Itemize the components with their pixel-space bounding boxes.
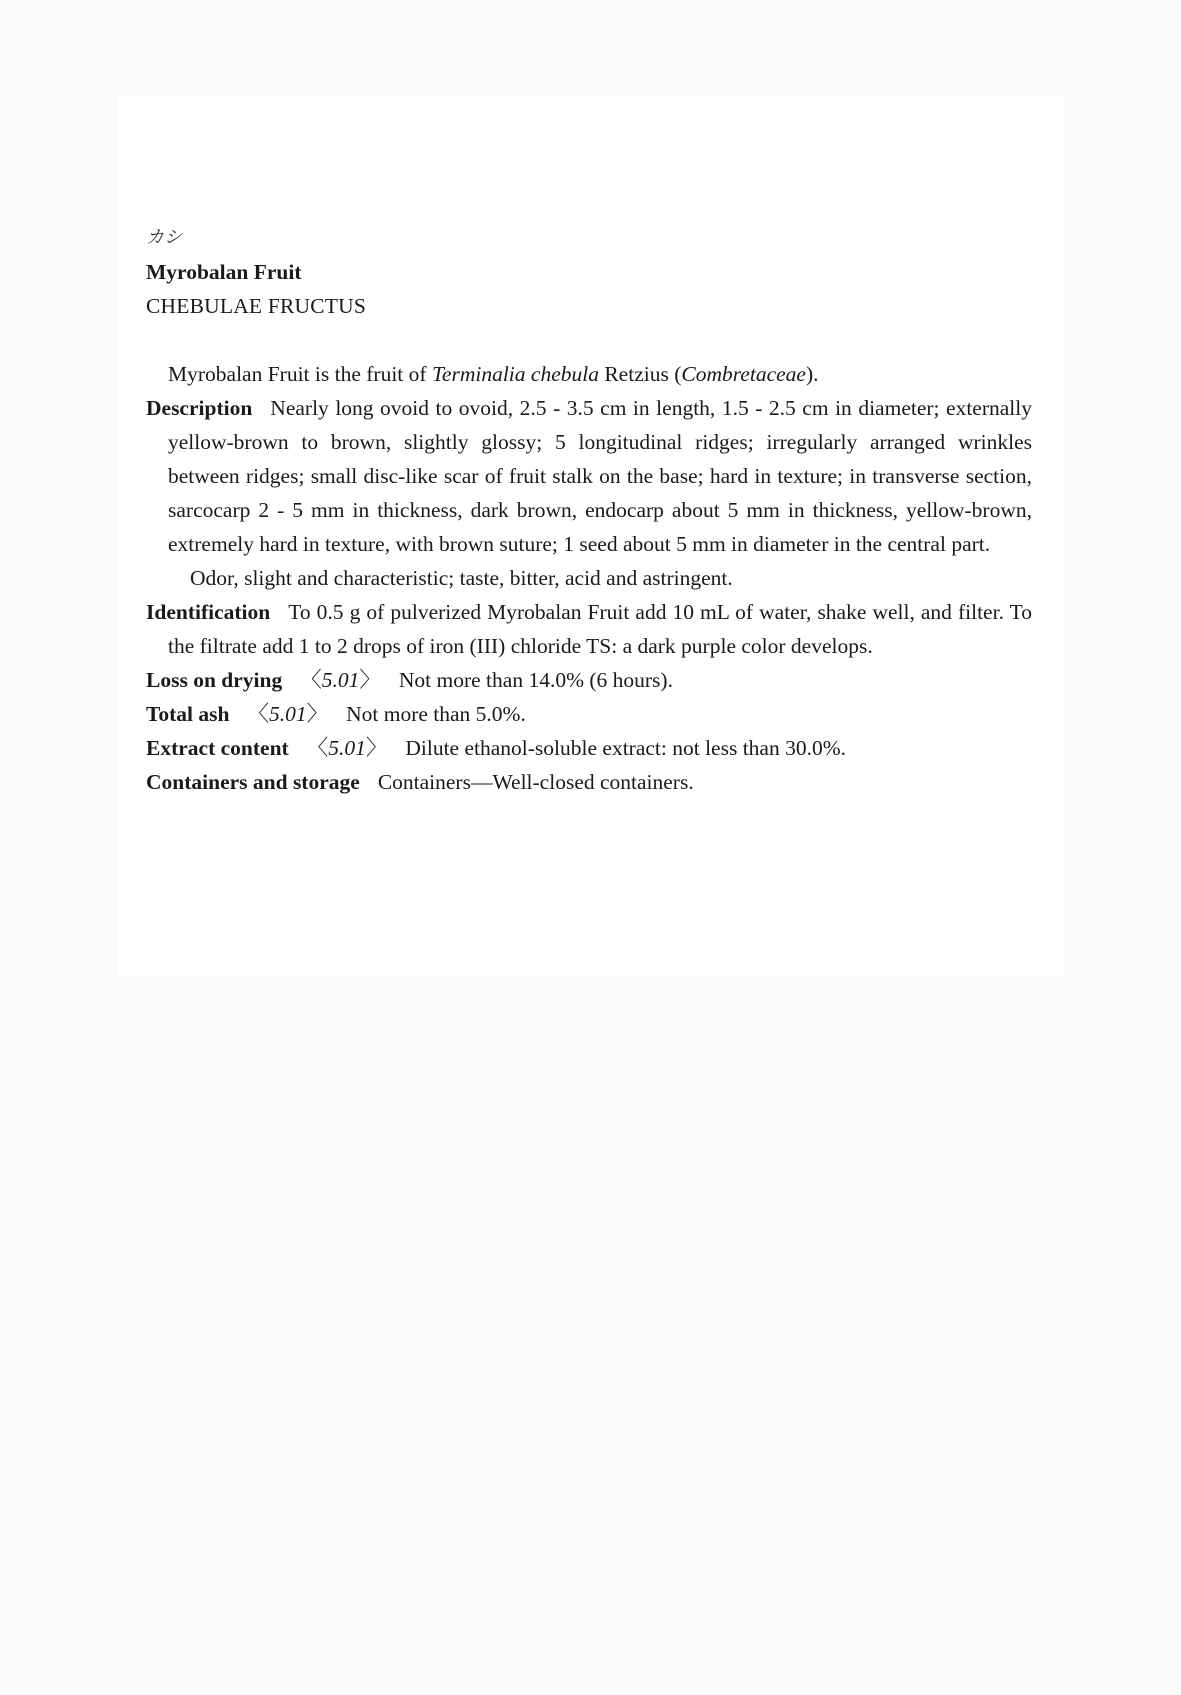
intro-prefix: Myrobalan Fruit is the fruit of: [168, 362, 432, 386]
english-name: Myrobalan Fruit: [146, 260, 302, 284]
total-ash-text: Not more than 5.0%.: [346, 702, 526, 726]
total-ash-section: [146, 697, 1032, 731]
containers-section: [146, 765, 1032, 799]
loss-on-drying-label: Loss on drying: [146, 668, 283, 692]
intro-suffix: ).: [805, 362, 819, 386]
family-name: Combretaceae: [681, 362, 806, 386]
left-angle-bracket: 〈: [247, 702, 269, 726]
total-ash-label: Total ash: [146, 702, 230, 726]
identification-section: [146, 595, 1032, 663]
identification-label: Identification: [146, 600, 271, 624]
document-page: [118, 95, 1063, 977]
extract-content-text: Dilute ethanol-soluble extract: not less than 30.0%.: [405, 736, 847, 760]
loss-on-drying-text: Not more than 14.0% (6 hours).: [398, 668, 673, 692]
japanese-name: カシ: [146, 227, 182, 248]
spacer: [146, 323, 1032, 357]
extract-content-ref: 5.01: [328, 736, 366, 760]
loss-on-drying-ref: 5.01: [321, 668, 360, 692]
identification-text: To 0.5 g of pulverized Myrobalan Fruit add 10 mL of water, shake well, and filter. To the filtrate add 1 to 2 drops of iron (III) chloride TS: a dark purple color develops.: [168, 600, 1032, 658]
total-ash-ref: 5.01: [268, 702, 307, 726]
loss-on-drying-section: [146, 663, 1032, 697]
odor-text: Odor, slight and characteristic; taste, bitter, acid and astringent.: [190, 566, 733, 590]
extract-content-label: Extract content: [146, 736, 289, 760]
odor-paragraph: [146, 561, 1032, 595]
right-angle-bracket: 〉: [365, 736, 388, 760]
intro-author: Retzius (: [598, 362, 682, 386]
extract-content-section: [146, 731, 1032, 765]
left-angle-bracket: 〈: [306, 736, 329, 760]
species-name: Terminalia chebula: [431, 362, 599, 386]
containers-label: Containers and storage: [146, 770, 360, 794]
intro-paragraph: [146, 357, 1032, 391]
description-label: Description: [146, 396, 253, 420]
description-text: Nearly long ovoid to ovoid, 2.5 - 3.5 cm in length, 1.5 - 2.5 cm in diameter; externally yellow-brown to brown, slightly glossy; 5 longitudinal ridges; irregularly arranged wrinkles between ridges; small disc-like scar of fruit stalk on the base; hard in texture; in transverse section, sarcocarp 2 - 5 mm in thickness, dark brown, endocarp about 5 mm in thickness, yellow-brown, extremely hard in texture, with brown suture; 1 seed about 5 mm in diameter in the central part.: [168, 396, 1032, 556]
containers-text: Containers—Well-closed containers.: [377, 770, 694, 794]
latin-name: CHEBULAE FRUCTUS: [146, 294, 367, 318]
left-angle-bracket: 〈: [300, 668, 322, 692]
description-section: [146, 391, 1032, 561]
right-angle-bracket: 〉: [306, 702, 329, 726]
right-angle-bracket: 〉: [359, 668, 381, 692]
monograph-content: [146, 221, 1032, 799]
